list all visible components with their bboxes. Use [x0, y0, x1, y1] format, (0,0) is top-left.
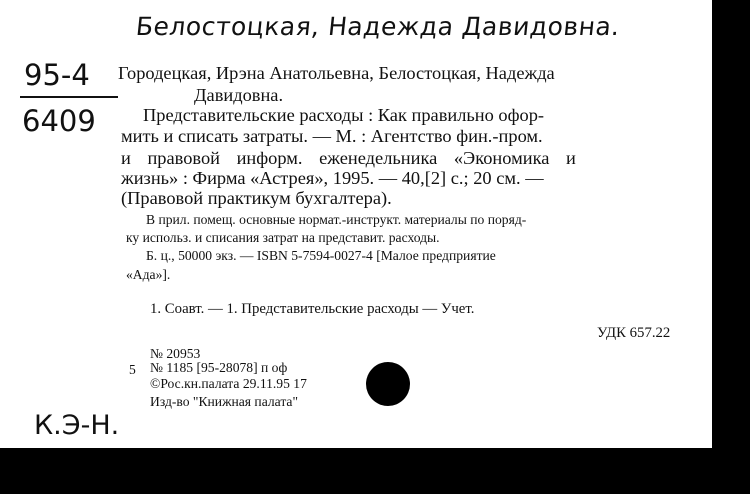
description-line-1: Представительские расходы : Как правильно офор-: [143, 105, 545, 125]
imprint-line-3: ©Рос.кн.палата 29.11.95 17: [150, 376, 307, 391]
handwritten-name: Белостоцкая, Надежда Давидовна.: [134, 12, 622, 41]
imprint-number: 5: [129, 362, 136, 377]
description-line-3: и правовой информ. еженедельника «Экономика и: [121, 148, 576, 168]
note-line-2: ку использ. и списания затрат на представит. расходы.: [126, 230, 440, 245]
imprint-line-2: № 1185 [95-28078] п оф: [150, 360, 288, 375]
description-line-4: жизнь» : Фирма «Астрея», 1995. — 40,[2] с.; 20 см. —: [121, 168, 544, 188]
heading-line-2: Давидовна.: [194, 85, 284, 105]
punch-hole: [366, 362, 410, 406]
handwritten-mark: К.Э-Н.: [34, 410, 120, 441]
call-number-divider: [20, 96, 118, 98]
note-line-1: В прил. помещ. основные нормат.-инструкт. материалы по поряд-: [146, 212, 527, 227]
call-number-bottom: 6409: [22, 104, 96, 138]
tracing-line: 1. Соавт. — 1. Представительские расходы — Учет.: [150, 301, 475, 317]
imprint-line-1: № 20953: [150, 346, 201, 361]
series-statement: (Правовой практикум бухгалтера).: [121, 188, 392, 208]
note-line-4: «Ада»].: [126, 267, 171, 282]
call-number-top: 95-4: [24, 58, 90, 92]
note-line-3: Б. ц., 50000 экз. — ISBN 5-7594-0027-4 [Малое предприятие: [146, 248, 496, 263]
description-line-2: мить и списать затраты. — М. : Агентство фин.-пром.: [121, 126, 543, 146]
udk-code: УДК 657.22: [597, 325, 671, 341]
heading-line-1: Городецкая, Ирэна Анатольевна, Белостоцкая, Надежда: [118, 63, 555, 83]
imprint-line-4: Изд-во "Книжная палата": [150, 394, 299, 409]
